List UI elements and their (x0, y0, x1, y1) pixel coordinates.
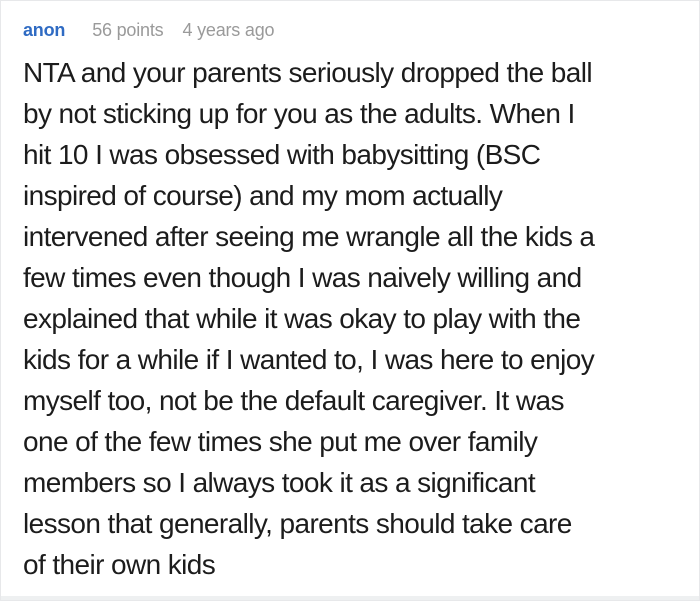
comment-body-line: intervened after seeing me wrangle all the kids a (23, 221, 595, 252)
comment-body-line: by not sticking up for you as the adults. When I (23, 98, 575, 129)
comment-timestamp: 4 years ago (182, 20, 275, 40)
comment-body-line: few times even though I was naively willing and (23, 262, 582, 293)
comment-body-line: explained that while it was okay to play with the (23, 303, 581, 334)
comment-body-line: myself too, not be the default caregiver. It was (23, 385, 564, 416)
comment-body (23, 52, 681, 585)
comment-body-line: one of the few times she put me over family (23, 426, 538, 457)
comment-author-link[interactable]: anon (23, 20, 66, 40)
comment-body-line: of their own kids (23, 549, 216, 580)
comment-points: 56 points (92, 20, 164, 40)
comment-header (23, 18, 681, 42)
comment-body-line: lesson that generally, parents should take care (23, 508, 572, 539)
bottom-divider (1, 596, 699, 600)
comment-body-line: inspired of course) and my mom actually (23, 180, 503, 211)
comment-body-line: kids for a while if I wanted to, I was here to enjoy (23, 344, 595, 375)
comment-body-line: hit 10 I was obsessed with babysitting (BSC (23, 139, 541, 170)
comment-body-line: NTA and your parents seriously dropped the ball (23, 57, 592, 88)
comment-body-line: members so I always took it as a significant (23, 467, 536, 498)
